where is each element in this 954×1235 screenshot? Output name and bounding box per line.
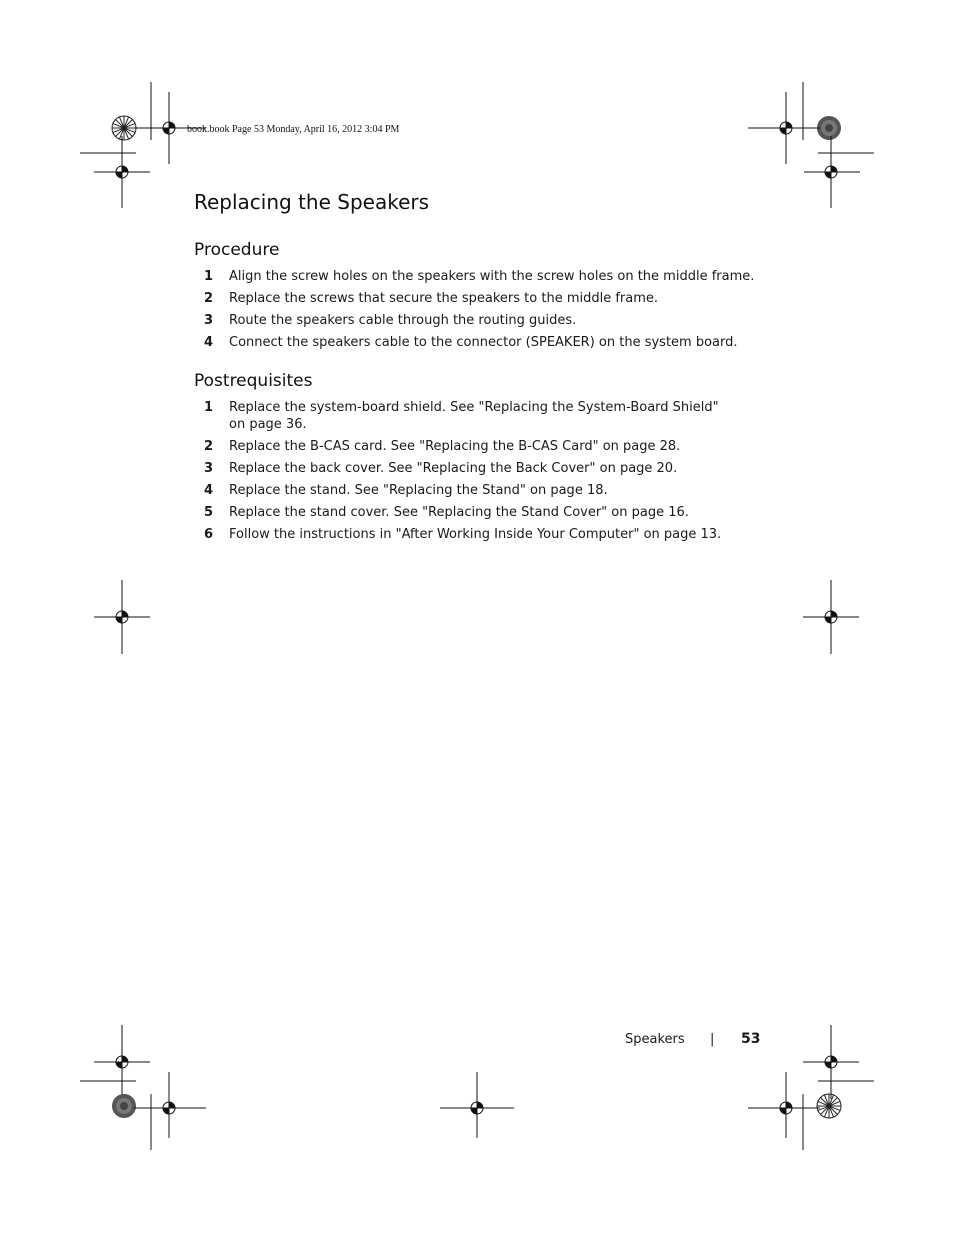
color-wheel-mark — [112, 116, 136, 140]
step-number: 6 — [204, 527, 214, 542]
step-text: Connect the speakers cable to the connector (SPEAKER) on the system board. — [229, 335, 738, 350]
step-text: Replace the back cover. See "Replacing the Back Cover" on page 20. — [229, 461, 678, 476]
registration-mark — [163, 122, 175, 134]
registration-mark — [780, 1102, 792, 1114]
registration-mark — [116, 611, 128, 623]
registration-mark — [780, 122, 792, 134]
list-item — [204, 334, 764, 351]
registration-mark — [825, 1056, 837, 1068]
step-number: 3 — [204, 313, 214, 328]
step-text: Align the screw holes on the speakers with the screw holes on the middle frame. — [229, 269, 755, 284]
postrequisites-list — [204, 399, 734, 543]
registration-mark — [471, 1102, 483, 1114]
step-text: Route the speakers cable through the routing guides. — [229, 313, 577, 328]
list-item — [204, 268, 764, 285]
step-text: Replace the stand cover. See "Replacing the Stand Cover" on page 16. — [229, 505, 689, 520]
step-number: 2 — [204, 439, 214, 454]
list-item — [204, 460, 734, 477]
step-text: Replace the screws that secure the speakers to the middle frame. — [229, 291, 659, 306]
registration-mark — [163, 1102, 175, 1114]
procedure-list — [204, 268, 764, 351]
step-number: 2 — [204, 291, 214, 306]
step-number: 3 — [204, 461, 214, 476]
registration-mark — [116, 1056, 128, 1068]
registration-mark — [116, 166, 128, 178]
list-item — [204, 290, 764, 307]
gray-dot-mark — [817, 116, 841, 140]
registration-mark — [825, 166, 837, 178]
postrequisites-heading: Postrequisites — [194, 371, 313, 391]
step-number: 4 — [204, 483, 214, 498]
step-text: Replace the B-CAS card. See "Replacing the B-CAS Card" on page 28. — [229, 439, 681, 454]
color-wheel-mark — [817, 1094, 841, 1118]
list-item — [204, 526, 734, 543]
step-text: Replace the system-board shield. See "Replacing the System-Board Shield" on page 36. — [229, 400, 719, 432]
list-item — [204, 399, 734, 433]
footer-separator: | — [710, 1032, 715, 1047]
page-title: Replacing the Speakers — [194, 190, 430, 214]
step-text: Follow the instructions in "After Working Inside Your Computer" on page 13. — [229, 527, 722, 542]
list-item — [204, 438, 734, 455]
gray-dot-mark — [112, 1094, 136, 1118]
step-text: Replace the stand. See "Replacing the Stand" on page 18. — [229, 483, 608, 498]
step-number: 1 — [204, 269, 214, 284]
procedure-heading: Procedure — [194, 240, 280, 260]
step-number: 5 — [204, 505, 214, 520]
print-slug: book.book Page 53 Monday, April 16, 2012 3:04 PM — [187, 124, 400, 135]
list-item — [204, 482, 734, 499]
list-item — [204, 504, 734, 521]
step-number: 4 — [204, 335, 214, 350]
registration-mark — [825, 611, 837, 623]
list-item — [204, 312, 764, 329]
step-number: 1 — [204, 400, 214, 415]
page-number: 53 — [741, 1031, 761, 1047]
footer-section-label: Speakers — [625, 1032, 685, 1047]
